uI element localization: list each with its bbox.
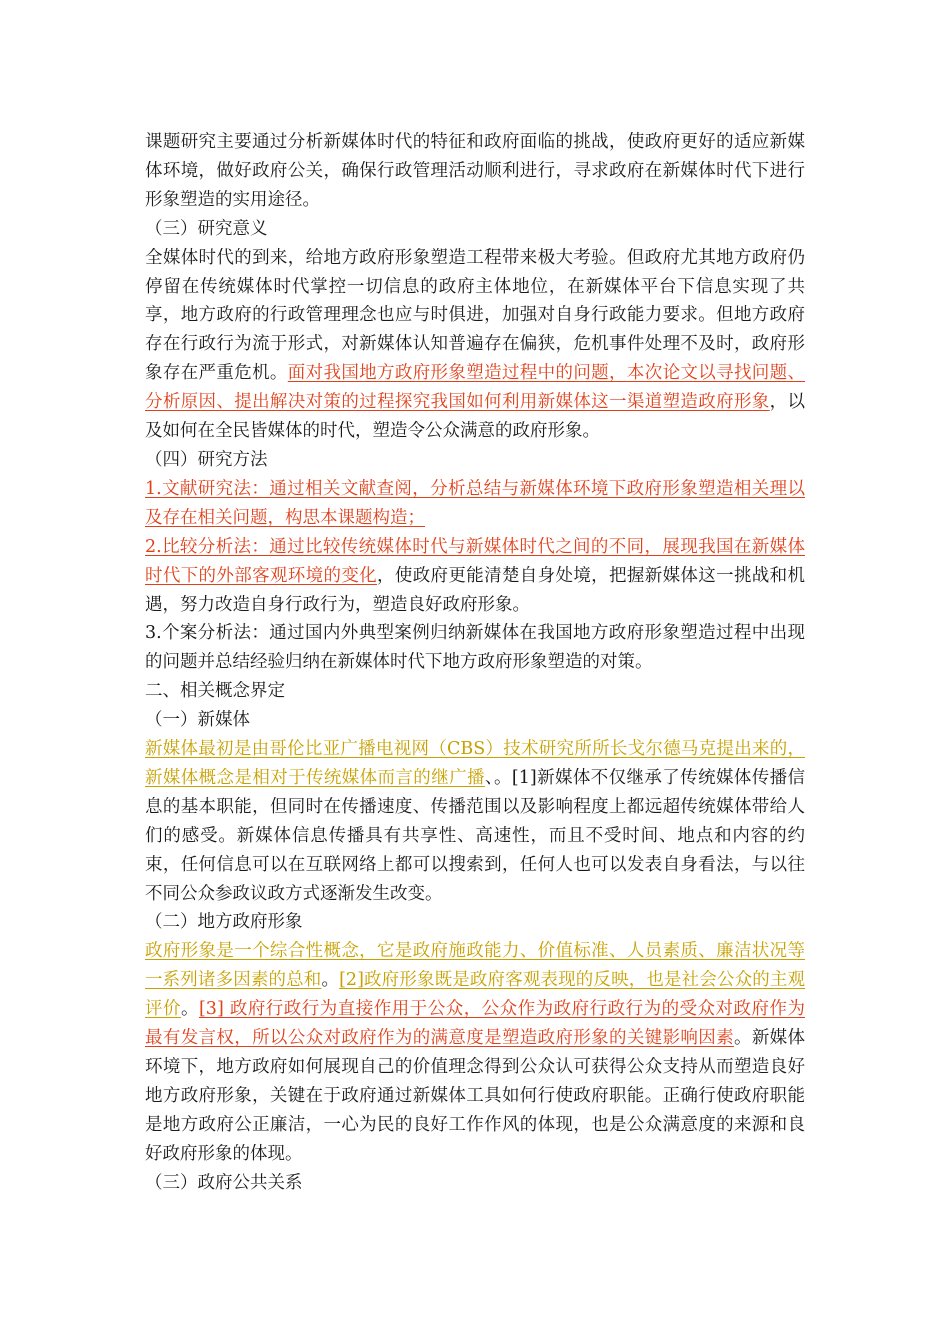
heading-public-relations: （三）政府公共关系 (145, 1172, 303, 1193)
new-media-text: 、。[1]新媒体不仅继承了传统媒体传播信息的基本职能，但同时在传播速度、传播范围以及影响程度上都远超传统媒体带给人们的感受。新媒体信息传播具有共享性、高速性，而且不受时间、地点和内容的约束，任何信息可以在互联网络上都可以搜索到，任何人也可以发表自身看法，与以往不同公众参政议政方式逐渐发生改变。 (145, 767, 806, 904)
method-3-paragraph: 3.个案分析法：通过国内外典型案例归纳新媒体在我国地方政府形象塑造过程中出现的问题并总结经验归纳在新媒体时代下地方政府形象塑造的对策。 (145, 623, 805, 673)
government-image-highlight-yellow-2: [2]政府形象既是政府客观表现的反映，也是社会公众的主观评价 (145, 970, 806, 1020)
intro-paragraph: 课题研究主要通过分析新媒体时代的特征和政府面临的挑战，使政府更好的适应新媒体环境，做好政府公关，确保行政管理活动顺利进行，寻求政府在新媒体时代下进行形象塑造的实用途径。 (145, 132, 805, 210)
heading-new-media: （一）新媒体 (145, 710, 250, 731)
heading-government-image: （二）地方政府形象 (145, 912, 303, 933)
significance-text-end: ，以及如何在全民皆媒体的时代，塑造令公众满意的政府形象。 (145, 392, 806, 442)
government-image-sep-2: 。 (180, 999, 199, 1020)
significance-paragraph (145, 244, 805, 446)
government-image-highlight-red: [3] 政府行政行为直接作用于公众，公众作为政府行政行为的受众对政府作为最有发言权，所以公众对政府作为的满意度是塑造政府形象的关键影响因素 (145, 999, 806, 1049)
government-image-text: 。新媒体环境下，地方政府如何展现自己的价值理念得到公众认可获得公众支持从而塑造良好地方政府形象，关键在于政府通过新媒体工具如何行使政府职能。正确行使政府职能是地方政府公正廉洁，一心为民的良好工作作风的体现，也是公众满意度的来源和良好政府形象的体现。 (145, 1028, 806, 1164)
significance-highlight-red: 面对我国地方政府形象塑造过程中的问题，本次论文以寻找问题、分析原因、提出解决对策的过程探究我国如何利用新媒体这一渠道塑造政府形象 (145, 363, 806, 413)
new-media-highlight-yellow: 新媒体最初是由哥伦比亚广播电视网（CBS）技术研究所所长戈尔德马克提出来的，新媒体概念是相对于传统媒体而言的继广播 (145, 739, 805, 788)
heading-concepts: 二、相关概念界定 (145, 681, 285, 702)
government-image-highlight-yellow-1: 政府形象是一个综合性概念，它是政府施政能力、价值标准、人员素质、廉洁状况等一系列诸多因素的总和 (145, 941, 805, 991)
method-2-text: ，使政府更能清楚自身处境，把握新媒体这一挑战和机遇，努力改造自身行政行为，塑造良好政府形象。 (145, 565, 805, 615)
method-2-highlight-red: 2.比较分析法：通过比较传统媒体时代与新媒体时代之间的不同，展现我国在新媒体时代下的外部客观环境的变化 (145, 536, 805, 586)
method-1-paragraph (145, 475, 805, 533)
method-2-paragraph (145, 533, 805, 620)
government-image-sep-1: 。 (321, 970, 340, 991)
heading-research-methods: （四）研究方法 (145, 449, 268, 470)
government-image-paragraph (145, 937, 805, 1168)
document-page (145, 128, 805, 1198)
method-1-highlight-red: 1.文献研究法：通过相关文献查阅，分析总结与新媒体环境下政府形象塑造相关理以及存在相关问题，构思本课题构造； (145, 478, 805, 528)
new-media-paragraph (145, 735, 805, 908)
heading-research-significance: （三）研究意义 (145, 218, 268, 239)
significance-text: 全媒体时代的到来，给地方政府形象塑造工程带来极大考验。但政府尤其地方政府仍停留在传统媒体时代掌控一切信息的政府主体地位，在新媒体平台下信息实现了共享，地方政府的行政管理理念也应与时俱进，加强对自身行政能力要求。但地方政府存在行政行为流于形式，对新媒体认知普遍存在偏狭，危机事件处理不及时，政府形象存在严重危机。 (145, 247, 805, 384)
